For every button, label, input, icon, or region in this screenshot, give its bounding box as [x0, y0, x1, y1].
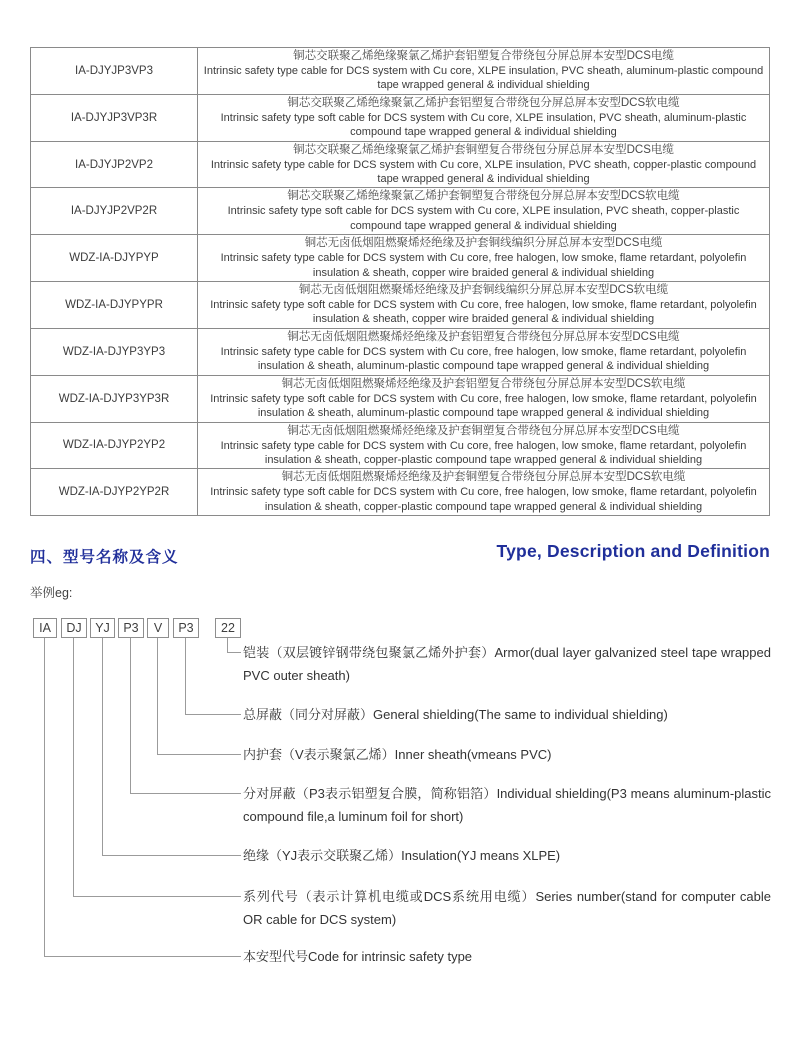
code-box-dj: DJ	[61, 618, 87, 638]
description-cn: 铜芯交联聚乙烯绝缘聚氯乙烯护套铜塑复合带绕包分屏总屏本安型DCS软电缆	[287, 190, 680, 203]
connector-line	[227, 638, 228, 652]
diagram-label-en: Code for intrinsic safety type	[308, 949, 473, 964]
diagram-label-cn: 铠装（双层镀锌钢带绕包聚氯乙烯外护套）	[243, 645, 495, 660]
diagram-label-en: Series number(stand for computer cable OR cable for DCS system)	[243, 889, 771, 927]
diagram-label-cn: 绝缘（YJ表示交联聚乙烯）	[243, 848, 402, 863]
diagram-label-en: Insulation(YJ means XLPE)	[401, 848, 561, 863]
code-box-yj: YJ	[90, 618, 115, 638]
model-code: IA-DJYJP2VP2	[75, 158, 153, 171]
diagram-label-en: Individual shielding(P3 means aluminum-plastic compound file,a luminum foil for short)	[243, 786, 771, 824]
model-code: WDZ-IA-DJYPYPR	[65, 298, 163, 311]
description-en: Intrinsic safety type cable for DCS system with Cu core, free halogen, low smoke, flame retardant, polyolefin insulation & sheath, aluminum-plastic compound tape wrapped general & individual shielding	[220, 345, 747, 373]
model-code: WDZ-IA-DJYP2YP2R	[58, 486, 170, 499]
description-cn: 铜芯无卤低烟阻燃聚烯烃绝缘及护套铜线编织分屏总屏本安型DCS软电缆	[298, 284, 669, 297]
model-code: IA-DJYJP3VP3	[75, 64, 153, 77]
code-box-v: V	[147, 618, 169, 638]
connector-line	[73, 896, 241, 897]
example-label: 举例eg:	[30, 586, 73, 600]
description-en: Intrinsic safety type soft cable for DCS system with Cu core, XLPE insulation, PVC sheath, aluminum-plastic compound tape wrapped general & individual shielding	[220, 111, 747, 139]
description-cn: 铜芯无卤低烟阻燃聚烯烃绝缘及护套铜塑复合带绕包分屏总屏本安型DCS电缆	[287, 424, 680, 437]
model-code: IA-DJYJP3VP3R	[70, 111, 158, 124]
diagram-label-cn: 系列代号（表示计算机电缆或DCS系统用电缆）	[243, 889, 536, 904]
description-en: Intrinsic safety type soft cable for DCS system with Cu core, free halogen, low smoke, flame retardant, polyolefin insulation & sheath, aluminum-plastic compound tape wrapped general & individual shielding	[210, 392, 757, 420]
connector-line	[102, 638, 103, 855]
diagram-label-en: Armor(dual layer galvanized steel tape wrapped PVC outer sheath)	[243, 645, 771, 683]
diagram-label-en: General shielding(The same to individual shielding)	[373, 707, 668, 722]
code-box-22: 22	[215, 618, 241, 638]
diagram-label-inner-sheath	[243, 743, 771, 766]
model-code: WDZ-IA-DJYP2YP2	[62, 439, 166, 452]
code-box-p3b: P3	[173, 618, 199, 638]
description-cn: 铜芯交联聚乙烯绝缘聚氯乙烯护套铜塑复合带绕包分屏总屏本安型DCS电缆	[293, 143, 674, 156]
code-box-ia: IA	[33, 618, 57, 638]
connector-line	[157, 754, 241, 755]
connector-line	[130, 793, 241, 794]
connector-line	[157, 638, 158, 754]
model-code: WDZ-IA-DJYPYP	[69, 252, 159, 265]
section-title-cn: 四、型号名称及含义	[30, 549, 179, 566]
diagram-label-cn: 内护套（V表示聚氯乙烯）	[243, 747, 395, 762]
diagram-label-series-number	[243, 885, 771, 931]
connector-line	[44, 638, 45, 956]
description-en: Intrinsic safety type cable for DCS system with Cu core, free halogen, low smoke, flame retardant, polyolefin insulation & sheath, copper wire braided general & individual shielding	[220, 252, 747, 279]
diagram-label-general-shielding	[243, 703, 771, 726]
description-en: Intrinsic safety type soft cable for DCS system with Cu core, XLPE insulation, PVC sheath, copper-plastic compound tape wrapped general & individual shielding	[227, 205, 740, 232]
description-cn: 铜芯无卤低烟阻燃聚烯烃绝缘及护套铜塑复合带绕包分屏总屏本安型DCS软电缆	[281, 471, 686, 484]
diagram-label-insulation	[243, 844, 771, 867]
code-box-p3a: P3	[118, 618, 144, 638]
diagram-label-cn: 本安型代号	[243, 949, 309, 964]
model-code: WDZ-IA-DJYP3YP3R	[58, 392, 170, 405]
description-en: Intrinsic safety type soft cable for DCS system with Cu core, free halogen, low smoke, flame retardant, polyolefin insulation & sheath, copper-plastic compound tape wrapped general & individual shielding	[210, 486, 757, 513]
description-en: Intrinsic safety type cable for DCS system with Cu core, XLPE insulation, PVC sheath, aluminum-plastic compound tape wrapped general & individual shielding	[203, 65, 764, 92]
description-en: Intrinsic safety type cable for DCS system with Cu core, free halogen, low smoke, flame retardant, polyolefin insulation & sheath, copper-plastic compound tape wrapped general & individual shielding	[220, 439, 747, 466]
connector-line	[73, 638, 74, 896]
connector-line	[185, 714, 241, 715]
diagram-label-armor	[243, 641, 771, 687]
diagram-label-intrinsic-safety-code	[243, 945, 771, 968]
diagram-label-en: Inner sheath(vmeans PVC)	[394, 747, 552, 762]
description-cn: 铜芯无卤低烟阻燃聚烯烃绝缘及护套铜线编织分屏总屏本安型DCS电缆	[304, 237, 663, 250]
description-en: Intrinsic safety type soft cable for DCS system with Cu core, free halogen, low smoke, flame retardant, polyolefin insulation & sheath, copper wire braided general & individual shielding	[210, 299, 757, 326]
description-cn: 铜芯交联聚乙烯绝缘聚氯乙烯护套铝塑复合带绕包分屏总屏本安型DCS软电缆	[287, 96, 680, 109]
description-cn: 铜芯交联聚乙烯绝缘聚氯乙烯护套铝塑复合带绕包分屏总屏本安型DCS电缆	[293, 50, 674, 62]
model-code: IA-DJYJP2VP2R	[70, 205, 158, 218]
diagram-label-individual-shielding	[243, 782, 771, 828]
connector-line	[130, 638, 131, 793]
connector-line	[102, 855, 241, 856]
description-cn: 铜芯无卤低烟阻燃聚烯烃绝缘及护套铝塑复合带绕包分屏总屏本安型DCS电缆	[287, 330, 680, 343]
model-code: WDZ-IA-DJYP3YP3	[62, 345, 166, 358]
description-en: Intrinsic safety type cable for DCS system with Cu core, XLPE insulation, PVC sheath, copper-plastic compound tape wrapped general & individual shielding	[210, 158, 757, 186]
connector-line	[185, 638, 186, 714]
description-cn: 铜芯无卤低烟阻燃聚烯烃绝缘及护套铝塑复合带绕包分屏总屏本安型DCS软电缆	[281, 377, 686, 390]
connector-line	[227, 652, 241, 653]
diagram-label-cn: 分对屏蔽（P3表示铝塑复合膜，简称铝箔）	[243, 786, 497, 801]
connector-line	[44, 956, 241, 957]
diagram-label-cn: 总屏蔽（同分对屏蔽）	[243, 707, 374, 722]
section-title-en: Type, Description and Definition	[496, 541, 770, 561]
